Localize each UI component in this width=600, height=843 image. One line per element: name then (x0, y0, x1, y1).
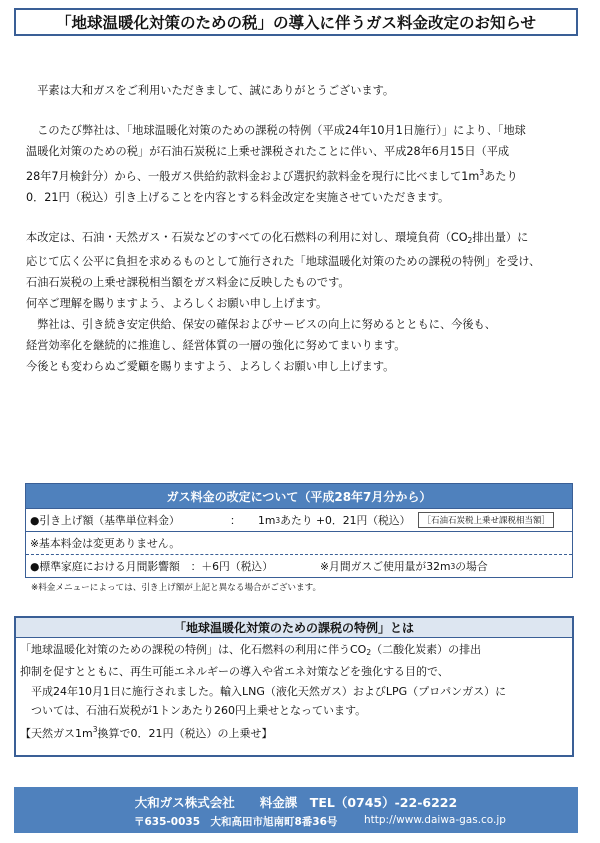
monthly-impact-row: ●標準家庭における月間影響額 ：＋6円（税込） ※月間ガスご使用量が32m 3 の場合 (30, 559, 488, 573)
revision-box (25, 483, 573, 578)
body-line: 温暖化対策のための税」が石油石炭税に上乗せ課税されたことに伴い、平成28年6月15日（平成 (26, 145, 510, 158)
basic-fee-row: ※基本料金は変更ありません。 (26, 532, 572, 555)
increase-row: ●引き上げ額（基準単位料金） ： 1m 3 あたり +0．21円（税込） ［石油石炭税上乗せ課税相当額］ (26, 509, 572, 532)
info-line: 「地球温暖化対策のための課税の特例」は、化石燃料の利用に伴う$CO_2$（二酸化炭素）の排出 (20, 643, 482, 657)
company-footer (14, 787, 578, 833)
company-contact: 大和ガス株式会社 料金課 TEL（0745）-22-6222 (134, 795, 458, 810)
body-line: 0．21円（税込）引き上げることを内容とする料金改定を実施させていただきます。 (26, 191, 450, 204)
notice-title (14, 8, 578, 36)
tax-equivalent-tag: ［石油石炭税上乗せ課税相当額］ (418, 512, 554, 528)
info-line: 抑制を促すとともに、再生可能エネルギーの導入や省エネ対策などを強化する目的で、 (20, 665, 449, 679)
tax-info-box (14, 616, 574, 757)
body-line: 応じて広く公平に負担を求めるものとして施行された「地球温暖化対策のための課税の特例」を受け、 (26, 255, 541, 268)
body-line: 弊社は、引き続き安定供給、保安の確保およびサービスの向上に努めるとともに、今後も、 (26, 318, 496, 331)
notice-body (26, 80, 574, 377)
title-text: 「地球温暖化対策のための税」の導入に伴うガス料金改定のお知らせ (55, 14, 537, 32)
body-line: 石油石炭税の上乗せ課税相当額をガス料金に反映したものです。 (26, 276, 350, 289)
body-line: 経営効率化を継続的に推進し、経営体質の一層の強化に努めてまいります。 (26, 339, 406, 352)
info-line: 【天然ガス$1m^3$換算で0．21円（税込）の上乗せ】 (20, 725, 273, 741)
company-url-link[interactable]: http://www.daiwa-gas.co.jp (364, 814, 506, 826)
menu-footnote: ※料金メニューによっては、引き上げ額が上記と異なる場合がございます。 (31, 583, 322, 593)
body-line: 本改定は、石油・天然ガス・石炭などのすべての化石燃料の利用に対し、環境負荷（$CO_2$排出量）に (26, 231, 529, 245)
body-line: 何卒ご理解を賜りますよう、よろしくお願い申し上げます。 (26, 297, 328, 310)
tax-info-header: 「地球温暖化対策のための課税の特例」とは (16, 618, 572, 638)
body-line: 今後とも変わらぬご愛顧を賜りますよう、よろしくお願い申し上げます。 (26, 360, 395, 373)
revision-header: ガス料金の改定について（平成28年7月分から） (26, 484, 572, 509)
info-line: 平成24年10月1日に施行されました。輸入LNG（液化天然ガス）およびLPG（プロパンガス）に (20, 684, 507, 698)
greeting-paragraph: 平素は大和ガスをご利用いただきまして、誠にありがとうございます。 (26, 84, 395, 97)
tax-info-text (16, 638, 572, 743)
info-line: ついては、石油石炭税が1トンあたり260円上乗せとなっています。 (20, 703, 367, 717)
company-address: 〒635-0035 大和高田市旭南町8番36号 (134, 816, 338, 828)
body-line: このたび弊社は、「地球温暖化対策のための課税の特例（平成24年10月1日施行）」により、「地球 (26, 124, 526, 137)
body-line: 28年7月検針分）から、一般ガス供給約款料金および選択約款料金を現行に比べまして$1m^3$あたり (26, 168, 518, 183)
